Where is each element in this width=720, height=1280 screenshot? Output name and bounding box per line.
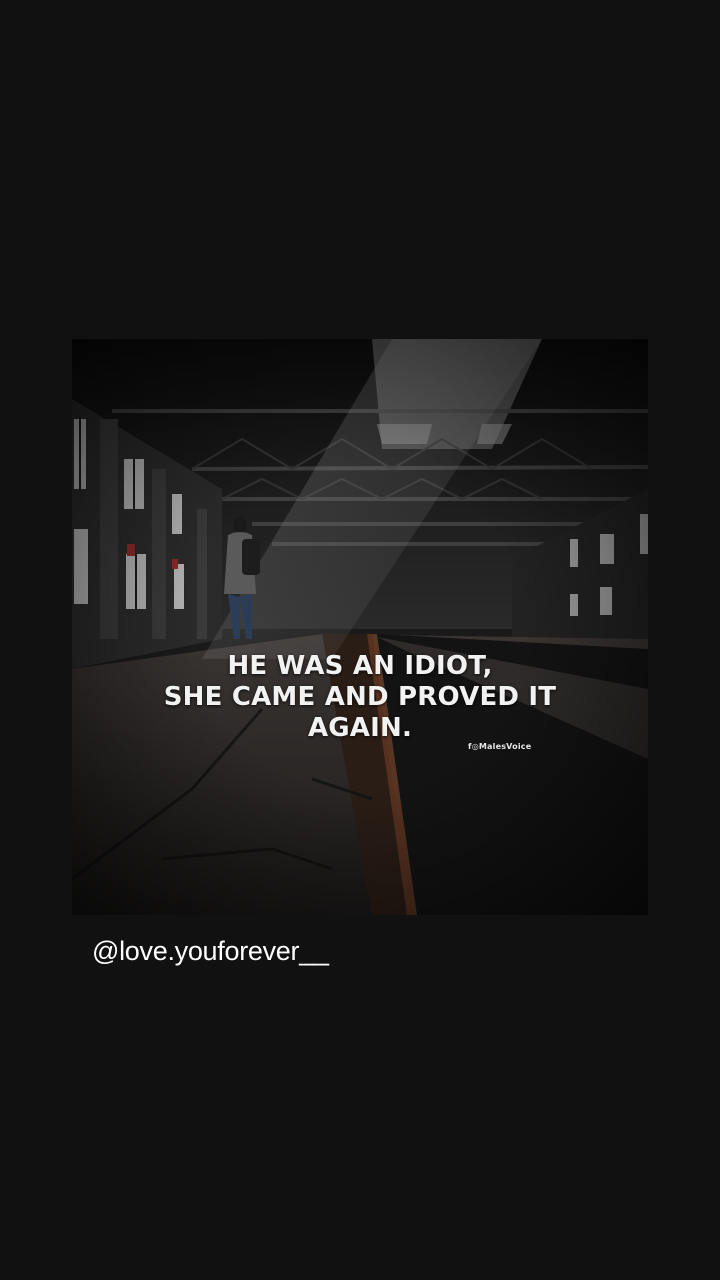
- quote-text: [72, 651, 648, 744]
- warehouse-scene: [72, 339, 648, 915]
- username-caption[interactable]: @love.youforever__: [92, 936, 329, 966]
- quote-line: AGAIN.: [307, 713, 413, 743]
- watermark-handle: MalesVoice: [478, 742, 532, 751]
- quote-line: SHE CAME AND PROVED IT: [163, 682, 557, 712]
- instagram-icon: ◎: [471, 742, 479, 751]
- quote-line: HE WAS AN IDIOT,: [227, 651, 493, 681]
- facebook-icon: f: [468, 742, 472, 751]
- watermark: [468, 742, 531, 751]
- post-image[interactable]: [72, 339, 648, 915]
